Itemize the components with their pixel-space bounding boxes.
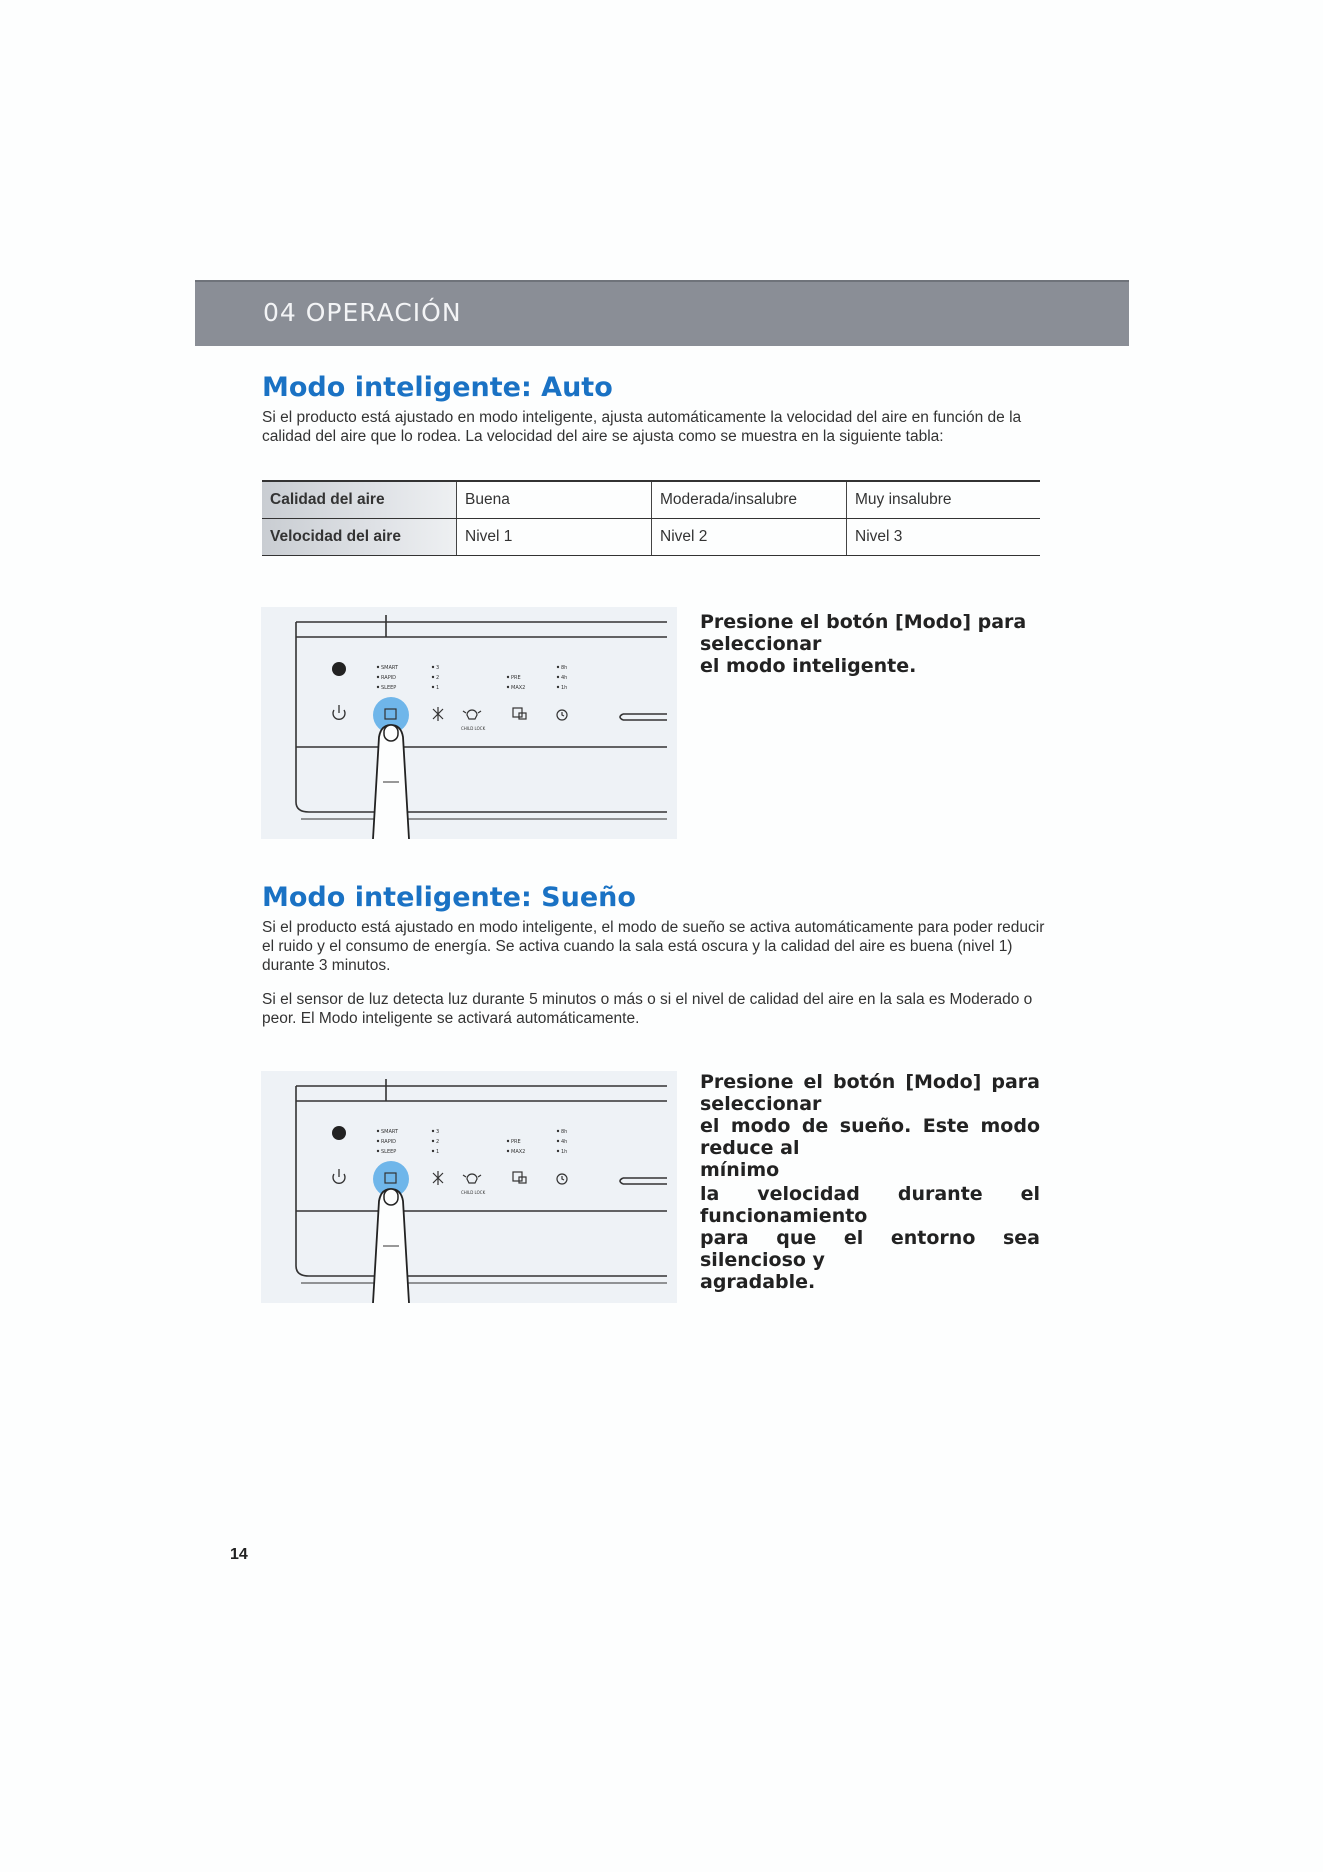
- page-number: 14: [230, 1546, 248, 1563]
- instruction-line: Presione el botón [Modo] para seleccionar: [700, 1071, 1040, 1115]
- instruction-line: para que el entorno sea silencioso y: [700, 1227, 1040, 1271]
- table-cell: Moderada/insalubre: [652, 481, 847, 519]
- label-rapid: RAPID: [381, 1139, 397, 1145]
- row-header: Calidad del aire: [262, 481, 457, 519]
- intro-line: Si el producto está ajustado en modo inteligente, ajusta automáticamente la velocidad del aire en función de la: [262, 409, 1022, 426]
- label-1h: 1h: [561, 685, 568, 691]
- label-speed1: 1: [436, 1149, 440, 1155]
- label-pre: PRE: [511, 675, 521, 681]
- instruction-line: mínimo: [700, 1159, 780, 1181]
- sleep-section-para1: [262, 918, 1062, 975]
- sleep-instruction: [700, 1071, 1040, 1293]
- table-cell: Nivel 3: [847, 519, 1041, 556]
- label-max2: MAX2: [511, 685, 526, 691]
- label-speed3: 3: [436, 665, 440, 671]
- label-speed1: 1: [436, 685, 440, 691]
- section-title: 04 OPERACIÓN: [263, 298, 462, 327]
- para-line: durante 3 minutos.: [262, 957, 391, 974]
- label-sleep: SLEEP: [381, 685, 397, 691]
- intro-line: calidad del aire que lo rodea. La velocidad del aire se ajusta como se muestra en la siguiente tabla:: [262, 428, 944, 445]
- table-cell: Nivel 2: [652, 519, 847, 556]
- finger-illustration: [373, 1189, 409, 1303]
- table-cell: Nivel 1: [457, 519, 652, 556]
- para-line: peor. El Modo inteligente se activará automáticamente.: [262, 1010, 640, 1027]
- para-line: el ruido y el consumo de energía. Se activa cuando la sala está oscura y la calidad del aire es buena (nivel 1): [262, 938, 1013, 955]
- label-smart: SMART: [381, 1129, 399, 1135]
- label-sleep: SLEEP: [381, 1149, 397, 1155]
- label-rapid: RAPID: [381, 675, 397, 681]
- table-row: [262, 519, 1040, 556]
- label-pre: PRE: [511, 1139, 521, 1145]
- label-8h: 8h: [561, 1129, 568, 1135]
- label-4h: 4h: [561, 1139, 568, 1145]
- label-speed2: 2: [436, 675, 440, 681]
- para-line: Si el sensor de luz detecta luz durante 5 minutos o más o si el nivel de calidad del aire en la sala es Moderado o: [262, 991, 1033, 1008]
- label-8h: 8h: [561, 665, 568, 671]
- para-line: Si el producto está ajustado en modo inteligente, el modo de sueño se activa automáticamente para poder reducir: [262, 919, 1045, 936]
- auto-section-title: Modo inteligente: Auto: [262, 372, 613, 403]
- auto-instruction: [700, 611, 1080, 677]
- sleep-section-title: Modo inteligente: Sueño: [262, 882, 636, 913]
- label-speed3: 3: [436, 1129, 440, 1135]
- table-cell: Muy insalubre: [847, 481, 1041, 519]
- instruction-line: agradable.: [700, 1271, 816, 1293]
- sleep-section-para2: [262, 990, 1062, 1028]
- instruction-line: el modo de sueño. Este modo reduce al: [700, 1115, 1040, 1159]
- label-smart: SMART: [381, 665, 399, 671]
- instruction-line: Presione el botón [Modo] para seleccionar: [700, 611, 1027, 655]
- section-header-bar: [195, 280, 1129, 346]
- instruction-line: la velocidad durante el funcionamiento: [700, 1183, 1040, 1227]
- auto-section-intro: [262, 408, 1062, 446]
- air-quality-table: [262, 480, 1040, 556]
- control-panel-illustration-sleep: [261, 1071, 677, 1303]
- control-panel-illustration-auto: [261, 607, 677, 839]
- label-4h: 4h: [561, 675, 568, 681]
- label-speed2: 2: [436, 1139, 440, 1145]
- label-1h: 1h: [561, 1149, 568, 1155]
- table-row: [262, 481, 1040, 519]
- label-child-lock: CHILD LOCK: [461, 726, 486, 731]
- row-header: Velocidad del aire: [262, 519, 457, 556]
- table-cell: Buena: [457, 481, 652, 519]
- finger-illustration: [373, 725, 409, 839]
- instruction-line: el modo inteligente.: [700, 655, 917, 677]
- label-max2: MAX2: [511, 1149, 526, 1155]
- label-child-lock: CHILD LOCK: [461, 1190, 486, 1195]
